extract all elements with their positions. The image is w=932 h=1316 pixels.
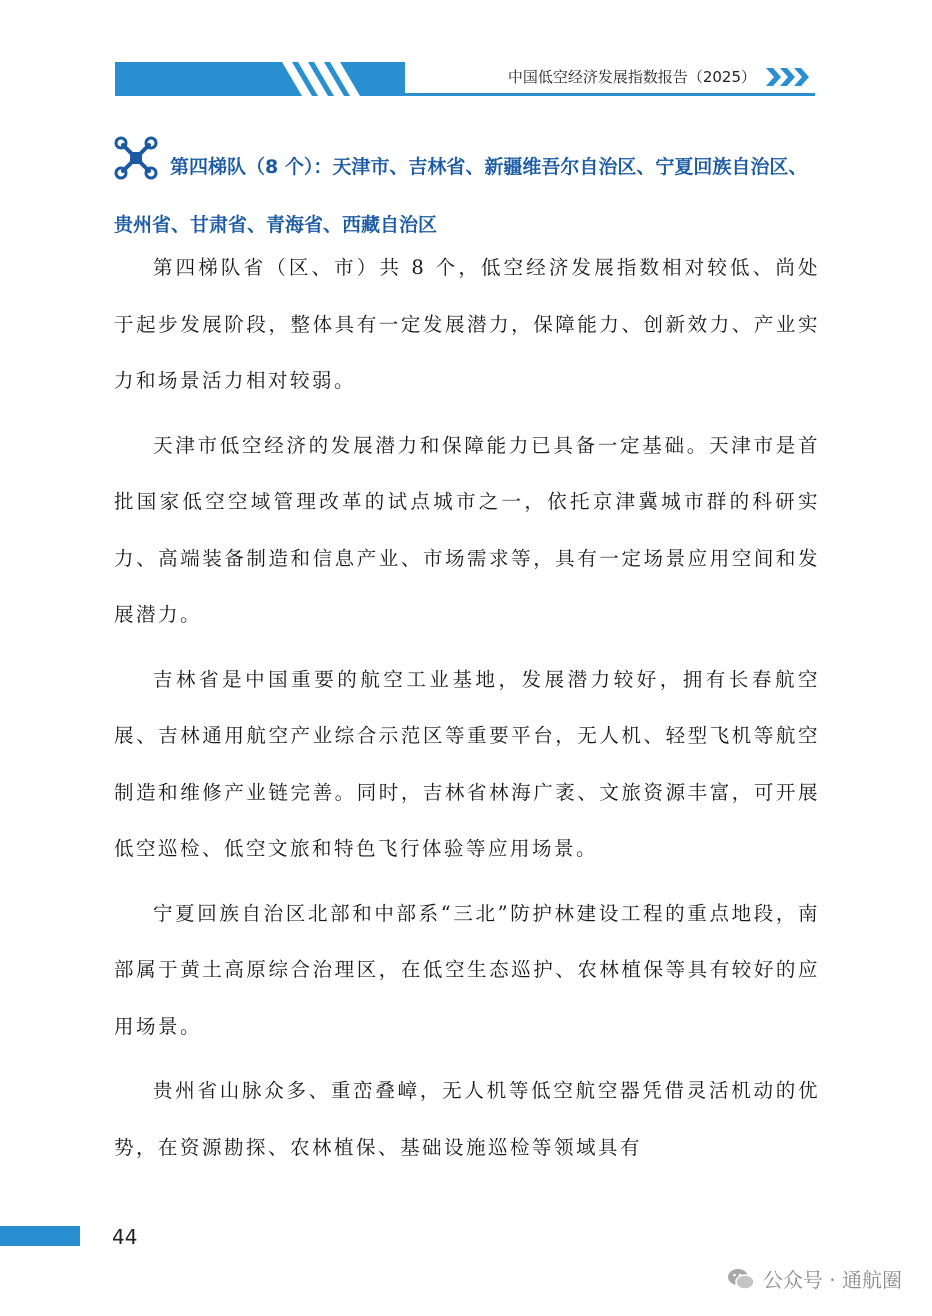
wechat-icon <box>727 1267 755 1291</box>
paragraph: 吉林省是中国重要的航空工业基地，发展潜力较好，拥有长春航空展、吉林通用航空产业综合示范区等重要平台，无人机、轻型飞机等航空制造和维修产业链完善。同时，吉林省林海广袤、文旅资源丰富，可开展低空巡检、低空文旅和特色飞行体验等应用场景。 <box>114 667 820 860</box>
page-number: 44 <box>112 1225 138 1249</box>
paragraph: 第四梯队省（区、市）共 8 个，低空经济发展指数相对较低、尚处于起步发展阶段，整体具有一定发展潜力，保障能力、创新效力、产业实力和场景活力相对较弱。 <box>114 256 820 392</box>
body-text <box>114 240 820 1184</box>
section-heading: 第四梯队（8 个）：天津市、吉林省、新疆维吾尔自治区、宁夏回族自治区、贵州省、甘肃省、青海省、西藏自治区 <box>114 156 808 236</box>
header-rule <box>115 93 815 96</box>
paragraph: 贵州省山脉众多、重峦叠嶂，无人机等低空航空器凭借灵活机动的优势，在资源勘探、农林植保、基础设施巡检等领域具有 <box>114 1079 820 1159</box>
footer-bar <box>0 1226 80 1246</box>
watermark-text: 公众号 · 通航圈 <box>762 1268 902 1292</box>
chevron-right-icon <box>766 66 816 88</box>
report-title: 中国低空经济发展指数报告（2025） <box>507 68 756 86</box>
paragraph: 宁夏回族自治区北部和中部系“三北”防护林建设工程的重点地段，南部属于黄土高原综合治理区，在低空生态巡护、农林植保等具有较好的应用场景。 <box>114 901 820 1038</box>
header-stripes-decoration <box>282 62 362 96</box>
watermark <box>727 1264 902 1293</box>
paragraph: 天津市低空经济的发展潜力和保障能力已具备一定基础。天津市是首批国家低空空域管理改革的试点城市之一，依托京津冀城市群的科研实力、高端装备制造和信息产业、市场需求等，具有一定场景应用空间和发展潜力。 <box>114 433 820 626</box>
